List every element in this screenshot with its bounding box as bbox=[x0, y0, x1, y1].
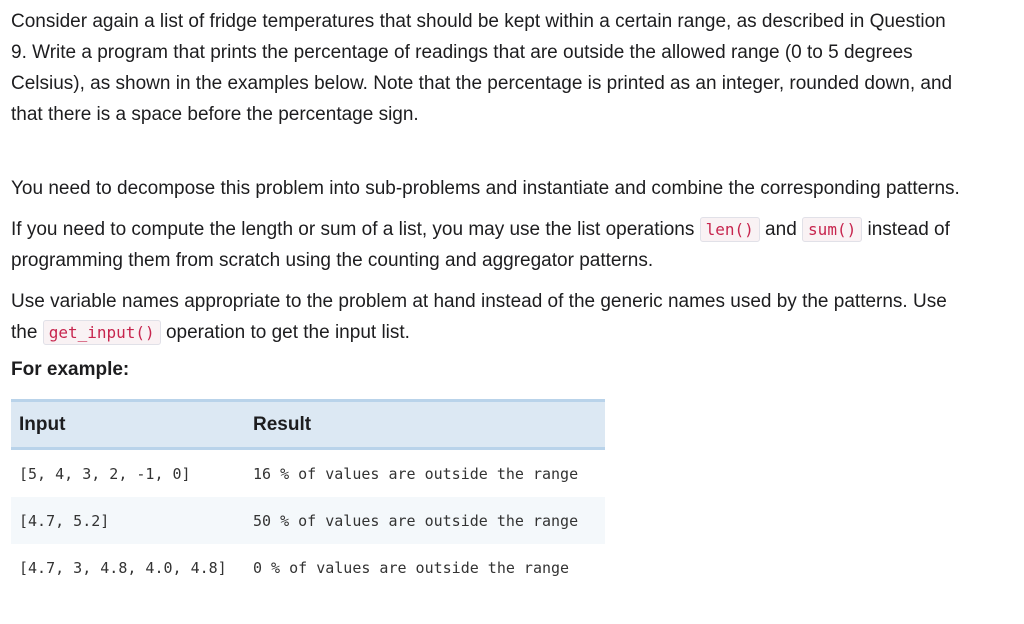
text-fragment: operation to get the input list. bbox=[160, 322, 410, 343]
column-header-result: Result bbox=[253, 413, 312, 435]
question-paragraph-variable-names bbox=[11, 286, 961, 348]
table-cell-input: [4.7, 5.2] bbox=[19, 511, 110, 530]
text-fragment: Use variable names appropriate to the problem at hand instead of the generic names used by the patterns. Use the bbox=[11, 291, 947, 343]
inline-code-len: len() bbox=[700, 217, 760, 242]
text-fragment: If you need to compute the length or sum of a list, you may use the list operations bbox=[11, 219, 700, 240]
text-fragment: and bbox=[759, 219, 803, 240]
inline-code-sum: sum() bbox=[802, 217, 862, 242]
table-cell-result: 16 % of values are outside the range bbox=[253, 464, 579, 483]
table-header-row bbox=[11, 401, 605, 449]
table-row bbox=[11, 544, 605, 591]
example-heading: For example: bbox=[11, 359, 130, 380]
table-row bbox=[11, 497, 605, 544]
table-cell-input: [5, 4, 3, 2, -1, 0] bbox=[19, 464, 191, 483]
table-cell-result: 0 % of values are outside the range bbox=[253, 558, 570, 577]
table-row bbox=[11, 449, 605, 498]
question-paragraph-description: Consider again a list of fridge temperatures that should be kept within a certain range, as described in Question 9. Write a program that prints the percentage of readings that are outside the allowed range (0 to 5 degrees Celsius), as shown in the examples below. Note that the percentage is printed as an integer, rounded down, and that there is a space before the percentage sign. bbox=[11, 11, 953, 125]
table-cell-input: [4.7, 3, 4.8, 4.0, 4.8] bbox=[19, 558, 227, 577]
question-paragraph-list-operations bbox=[11, 214, 961, 276]
column-header-input: Input bbox=[19, 413, 66, 435]
inline-code-get-input: get_input() bbox=[43, 320, 161, 345]
question-text bbox=[11, 6, 1011, 591]
text-fragment: instead of programming them from scratch using the counting and aggregator patterns. bbox=[11, 219, 950, 271]
question-paragraph-decompose: You need to decompose this problem into sub-problems and instantiate and combine the corresponding patterns. bbox=[11, 178, 960, 199]
example-table bbox=[11, 399, 605, 591]
table-cell-result: 50 % of values are outside the range bbox=[253, 511, 579, 530]
